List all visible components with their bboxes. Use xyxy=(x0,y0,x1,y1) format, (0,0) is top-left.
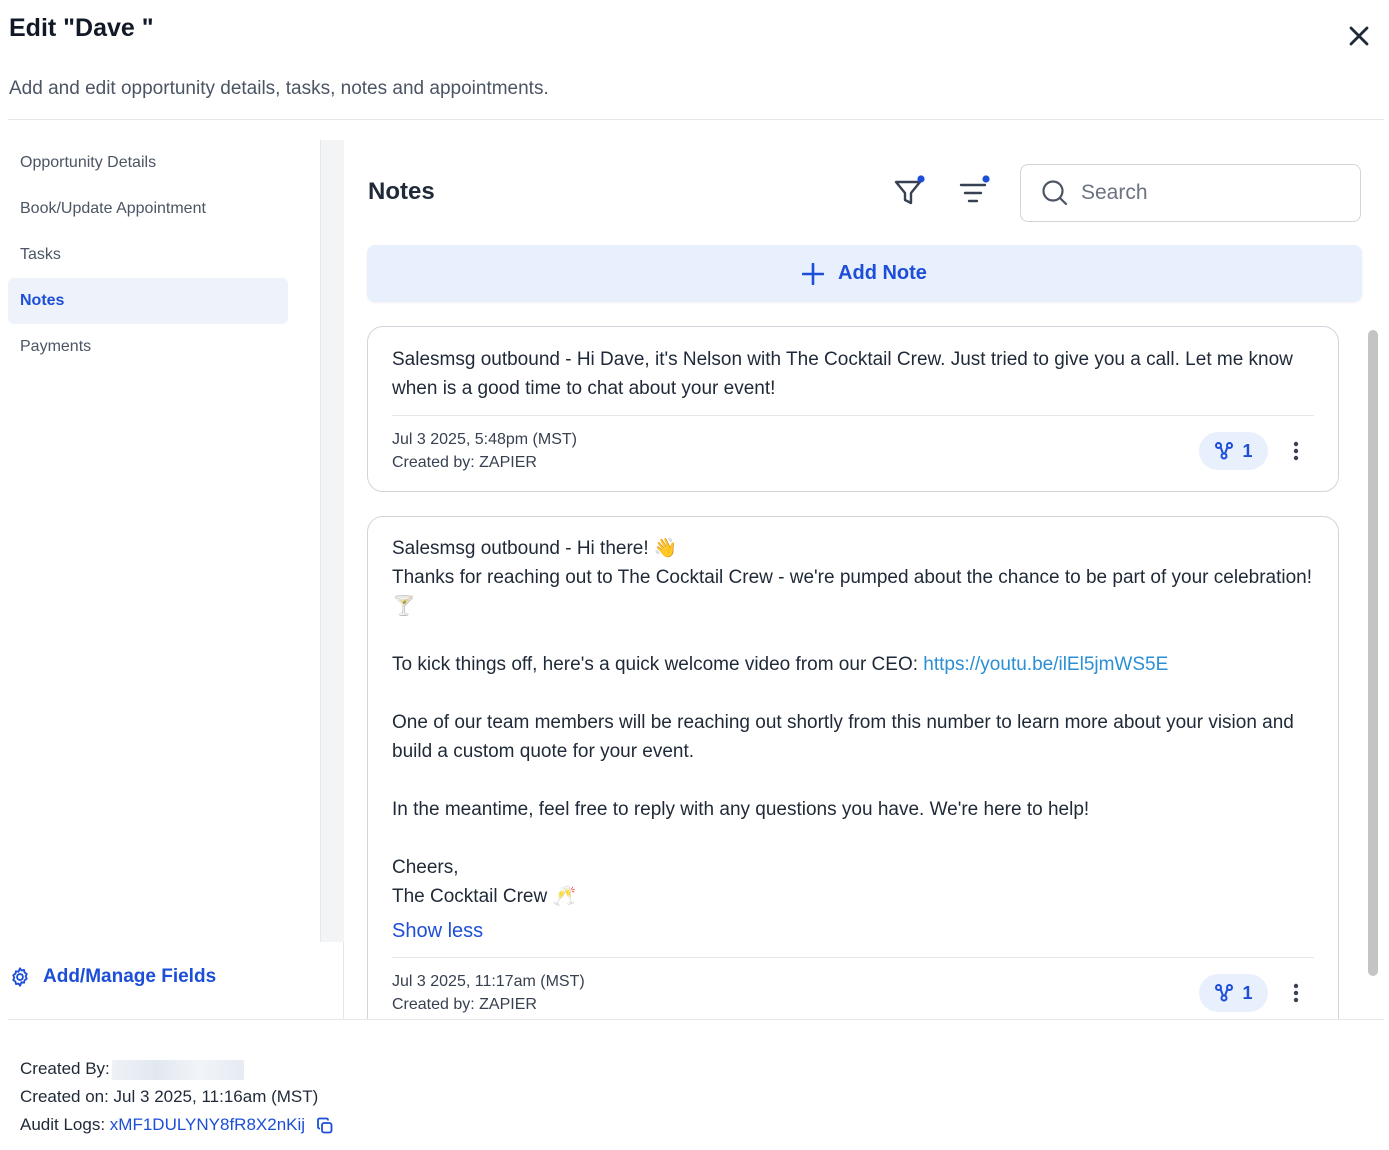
audit-logs-row xyxy=(20,1111,334,1139)
note-line-text: To kick things off, here's a quick welcome video from our CEO: xyxy=(392,654,924,675)
filter-icon xyxy=(891,174,927,210)
associations-badge[interactable] xyxy=(1199,432,1268,470)
note-line: Salesmsg outbound - Hi there! 👋 xyxy=(392,538,678,559)
note-line xyxy=(392,650,1314,679)
close-icon xyxy=(1349,26,1369,46)
associations-icon xyxy=(1214,441,1234,461)
associations-badge[interactable] xyxy=(1199,974,1268,1012)
header-divider xyxy=(8,119,1384,120)
associations-count: 1 xyxy=(1242,440,1253,461)
close-button[interactable] xyxy=(1345,22,1373,50)
add-note-button[interactable] xyxy=(367,245,1362,302)
note-line: Thanks for reaching out to The Cocktail Crew - we're pumped about the chance to be part of your celebration! 🍸 xyxy=(392,567,1313,617)
note-card xyxy=(367,516,1339,1056)
created-by-row xyxy=(20,1055,334,1083)
note-line: In the meantime, feel free to reply with any questions you have. We're here to help! xyxy=(392,799,1090,820)
note-footer xyxy=(392,415,1314,491)
redacted-name xyxy=(112,1060,244,1080)
note-created-by: Created by: ZAPIER xyxy=(392,454,537,471)
sidebar-item-tasks[interactable]: Tasks xyxy=(20,246,61,263)
note-text: Salesmsg outbound - Hi Dave, it's Nelson with The Cocktail Crew. Just tried to give you a call. Let me know when is a good time to chat about your event! xyxy=(392,349,1293,399)
search-input[interactable] xyxy=(1081,181,1331,205)
sidebar-divider xyxy=(320,140,344,942)
audit-log-id[interactable]: xMF1DULYNY8fR8X2nKij xyxy=(109,1115,306,1134)
filter-button[interactable] xyxy=(891,174,927,210)
search-box[interactable] xyxy=(1020,164,1361,222)
sort-button[interactable] xyxy=(956,174,992,210)
sidebar-divider-lower xyxy=(343,942,344,1019)
note-card xyxy=(367,326,1339,492)
note-line: The Cocktail Crew 🥂 xyxy=(392,886,577,907)
footer-area xyxy=(344,1020,1384,1150)
note-menu-button[interactable] xyxy=(1284,432,1308,470)
sort-icon xyxy=(956,174,992,210)
show-less-link[interactable]: Show less xyxy=(392,920,484,942)
note-line: One of our team members will be reaching out shortly from this number to learn more about your vision and build a custom quote for your event. xyxy=(392,712,1294,762)
video-link[interactable]: https://youtu.be/ilEl5jmWS5E xyxy=(923,654,1169,675)
sidebar-item-payments[interactable]: Payments xyxy=(20,338,92,355)
notes-title: Notes xyxy=(368,178,435,205)
note-date: Jul 3 2025, 11:17am (MST) xyxy=(392,973,585,990)
search-icon xyxy=(1041,179,1069,207)
sidebar-nav xyxy=(8,140,288,370)
associations-count: 1 xyxy=(1242,982,1253,1003)
footer-info xyxy=(20,1055,334,1139)
note-meta xyxy=(392,970,585,1016)
scrollbar-thumb[interactable] xyxy=(1368,330,1378,976)
created-by-label: Created By: xyxy=(20,1059,110,1078)
plus-icon xyxy=(802,263,824,285)
page-title: Edit "Dave " xyxy=(9,14,154,42)
gear-icon xyxy=(9,966,31,988)
sidebar-item-notes[interactable]: Notes xyxy=(8,278,288,324)
created-on: Created on: Jul 3 2025, 11:16am (MST) xyxy=(20,1087,319,1106)
note-line: Cheers, xyxy=(392,857,459,878)
associations-icon xyxy=(1214,983,1234,1003)
add-manage-fields-button[interactable] xyxy=(9,966,216,988)
note-menu-button[interactable] xyxy=(1284,974,1308,1012)
footer-divider xyxy=(8,1019,1384,1020)
note-created-by: Created by: ZAPIER xyxy=(392,996,537,1013)
page-subtitle: Add and edit opportunity details, tasks, notes and appointments. xyxy=(9,78,549,99)
add-note-label: Add Note xyxy=(838,262,927,284)
more-vertical-icon xyxy=(1293,983,1299,1003)
sidebar-item-book-update-appointment[interactable]: Book/Update Appointment xyxy=(20,200,206,217)
more-vertical-icon xyxy=(1293,441,1299,461)
add-manage-fields-label: Add/Manage Fields xyxy=(43,966,217,987)
audit-logs-label: Audit Logs: xyxy=(20,1115,106,1134)
sidebar-item-opportunity-details[interactable]: Opportunity Details xyxy=(20,154,157,171)
copy-icon[interactable] xyxy=(316,1117,334,1135)
note-meta xyxy=(392,428,577,474)
note-date: Jul 3 2025, 5:48pm (MST) xyxy=(392,431,577,448)
